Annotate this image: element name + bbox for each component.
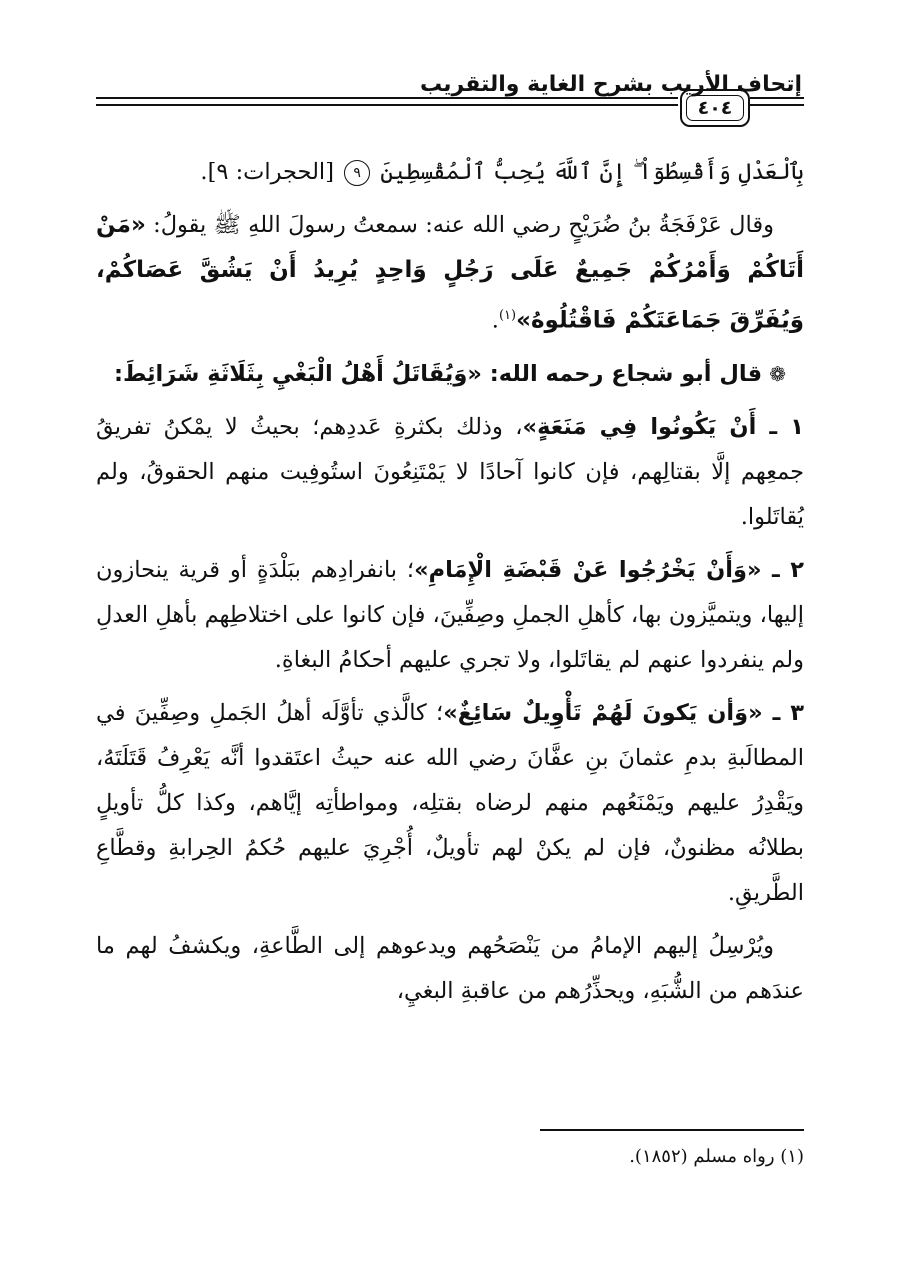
condition-3-text: ؛ كالَّذي تأوَّلَه أهلُ الجَملِ وصِفِّينَ في المطالَبةِ بدمِ عثمانَ بنِ عفَّانَ رضي الله عنه حيثُ اعتَقدوا أنَّه يَعْرِفُ قَتَلَتَهُ، ويَقْدِرُ عليهم ويَمْنَعُهم منهم لرضاه بقتلِه، ومواطأتِه إيَّاهم، وكذا كلُّ تأويلٍ بطلانُه مظنونٌ، فإن لم يكنْ لهم تأويلٌ، أُجْرِيَ عليهم حُكمُ الحِرابةِ وقطَّاعِ الطَّريقِ. xyxy=(96,699,804,906)
condition-3 xyxy=(96,691,804,916)
page-number-frame xyxy=(680,89,750,127)
condition-2-lead: ٢ ـ «وَأَنْ يَخْرُجُوا عَنْ قَبْضَةِ الْإِمَامِ» xyxy=(414,556,804,583)
condition-1 xyxy=(96,405,804,540)
ayah-line xyxy=(96,150,804,195)
footnote-text: (١) رواه مسلم (١٨٥٢). xyxy=(629,1146,804,1167)
page-body xyxy=(96,150,804,1022)
quran-verse-text: بِٱلْعَدْلِ وَأَقْسِطُوٓاْ ۖ إِنَّ ٱللَّهَ يُحِبُّ ٱلْمُقْسِطِينَ xyxy=(380,159,804,185)
condition-2 xyxy=(96,548,804,683)
header-rule-bottom xyxy=(96,104,678,106)
hadith-end: . xyxy=(491,307,499,334)
header-rule-left-bottom xyxy=(750,104,804,106)
ayah-reference: [الحجرات: ٩]. xyxy=(200,159,334,185)
header-rule-left-top xyxy=(750,97,804,99)
page-number: ٤٠٤ xyxy=(686,95,744,121)
condition-1-text: ، وذلك بكثرةِ عَددِهم؛ بحيثُ لا يمْكنُ تفريقُ جمعِهم إلَّا بقتالِهم، فإن كانوا آحادًا لا يَمْتَنِعُونَ استُوفِيت منهم الحقوقُ، ولم يُقاتَلوا. xyxy=(96,413,804,530)
hadith-intro: وقال عَرْفَجَةُ بنُ ضُرَيْحٍ رضي الله عنه: سمعتُ رسولَ اللهِ ﷺ يقولُ: xyxy=(153,212,774,238)
header-rule-top xyxy=(96,97,678,99)
footnote-reference: (١) xyxy=(498,308,517,323)
footnote-separator xyxy=(540,1129,804,1131)
paragraph-last: ويُرْسِلُ إليهم الإمامُ من يَنْصَحُهم ويدعوهم إلى الطَّاعةِ، ويكشفُ لهم ما عندَهم من الشُّبَهِ، ويحذِّرُهم من عاقبةِ البغيِ، xyxy=(96,932,804,1004)
running-header-title: إتحاف الأريب بشرح الغاية والتقريب xyxy=(419,72,802,97)
hadith-text: «مَنْ أَتَاكُمْ وَأَمْرُكُمْ جَمِيعٌ عَلَى رَجُلٍ وَاحِدٍ يُرِيدُ أَنْ يَشُقَّ عَصَاكُمْ، وَيُفَرِّقَ جَمَاعَتَكُمْ فَاقْتُلُوهُ» xyxy=(96,212,804,334)
condition-3-lead: ٣ ـ «وَأن يَكونَ لَهُمْ تَأْوِيلٌ سَائِغٌ» xyxy=(443,699,804,726)
condition-1-lead: ١ ـ أَنْ يَكُونُوا فِي مَنَعَةٍ» xyxy=(522,413,805,440)
ayah-number-marker: ٩ xyxy=(344,160,370,186)
paragraph-hadith xyxy=(96,203,804,344)
matn-heading-text: قال أبو شجاع رحمه الله: «وَيُقَاتَلُ أَهْلُ الْبَغْيِ بِثَلَاثَةِ شَرَائِطَ: xyxy=(114,360,763,387)
flower-ornament-icon: ❁ xyxy=(769,361,786,386)
matn-heading xyxy=(96,352,804,397)
condition-2-text: ؛ بانفرادِهم ببَلْدَةٍ أو قرية ينحازون إليها، ويتميَّزون بها، كأهلِ الجملِ وصِفِّينَ، فإن كانوا على اختلاطِهم بأهلِ العدلِ ولم ينفردوا عنهم لم يقاتَلوا، ولا تجري عليهم أحكامُ البغاةِ. xyxy=(96,556,804,673)
